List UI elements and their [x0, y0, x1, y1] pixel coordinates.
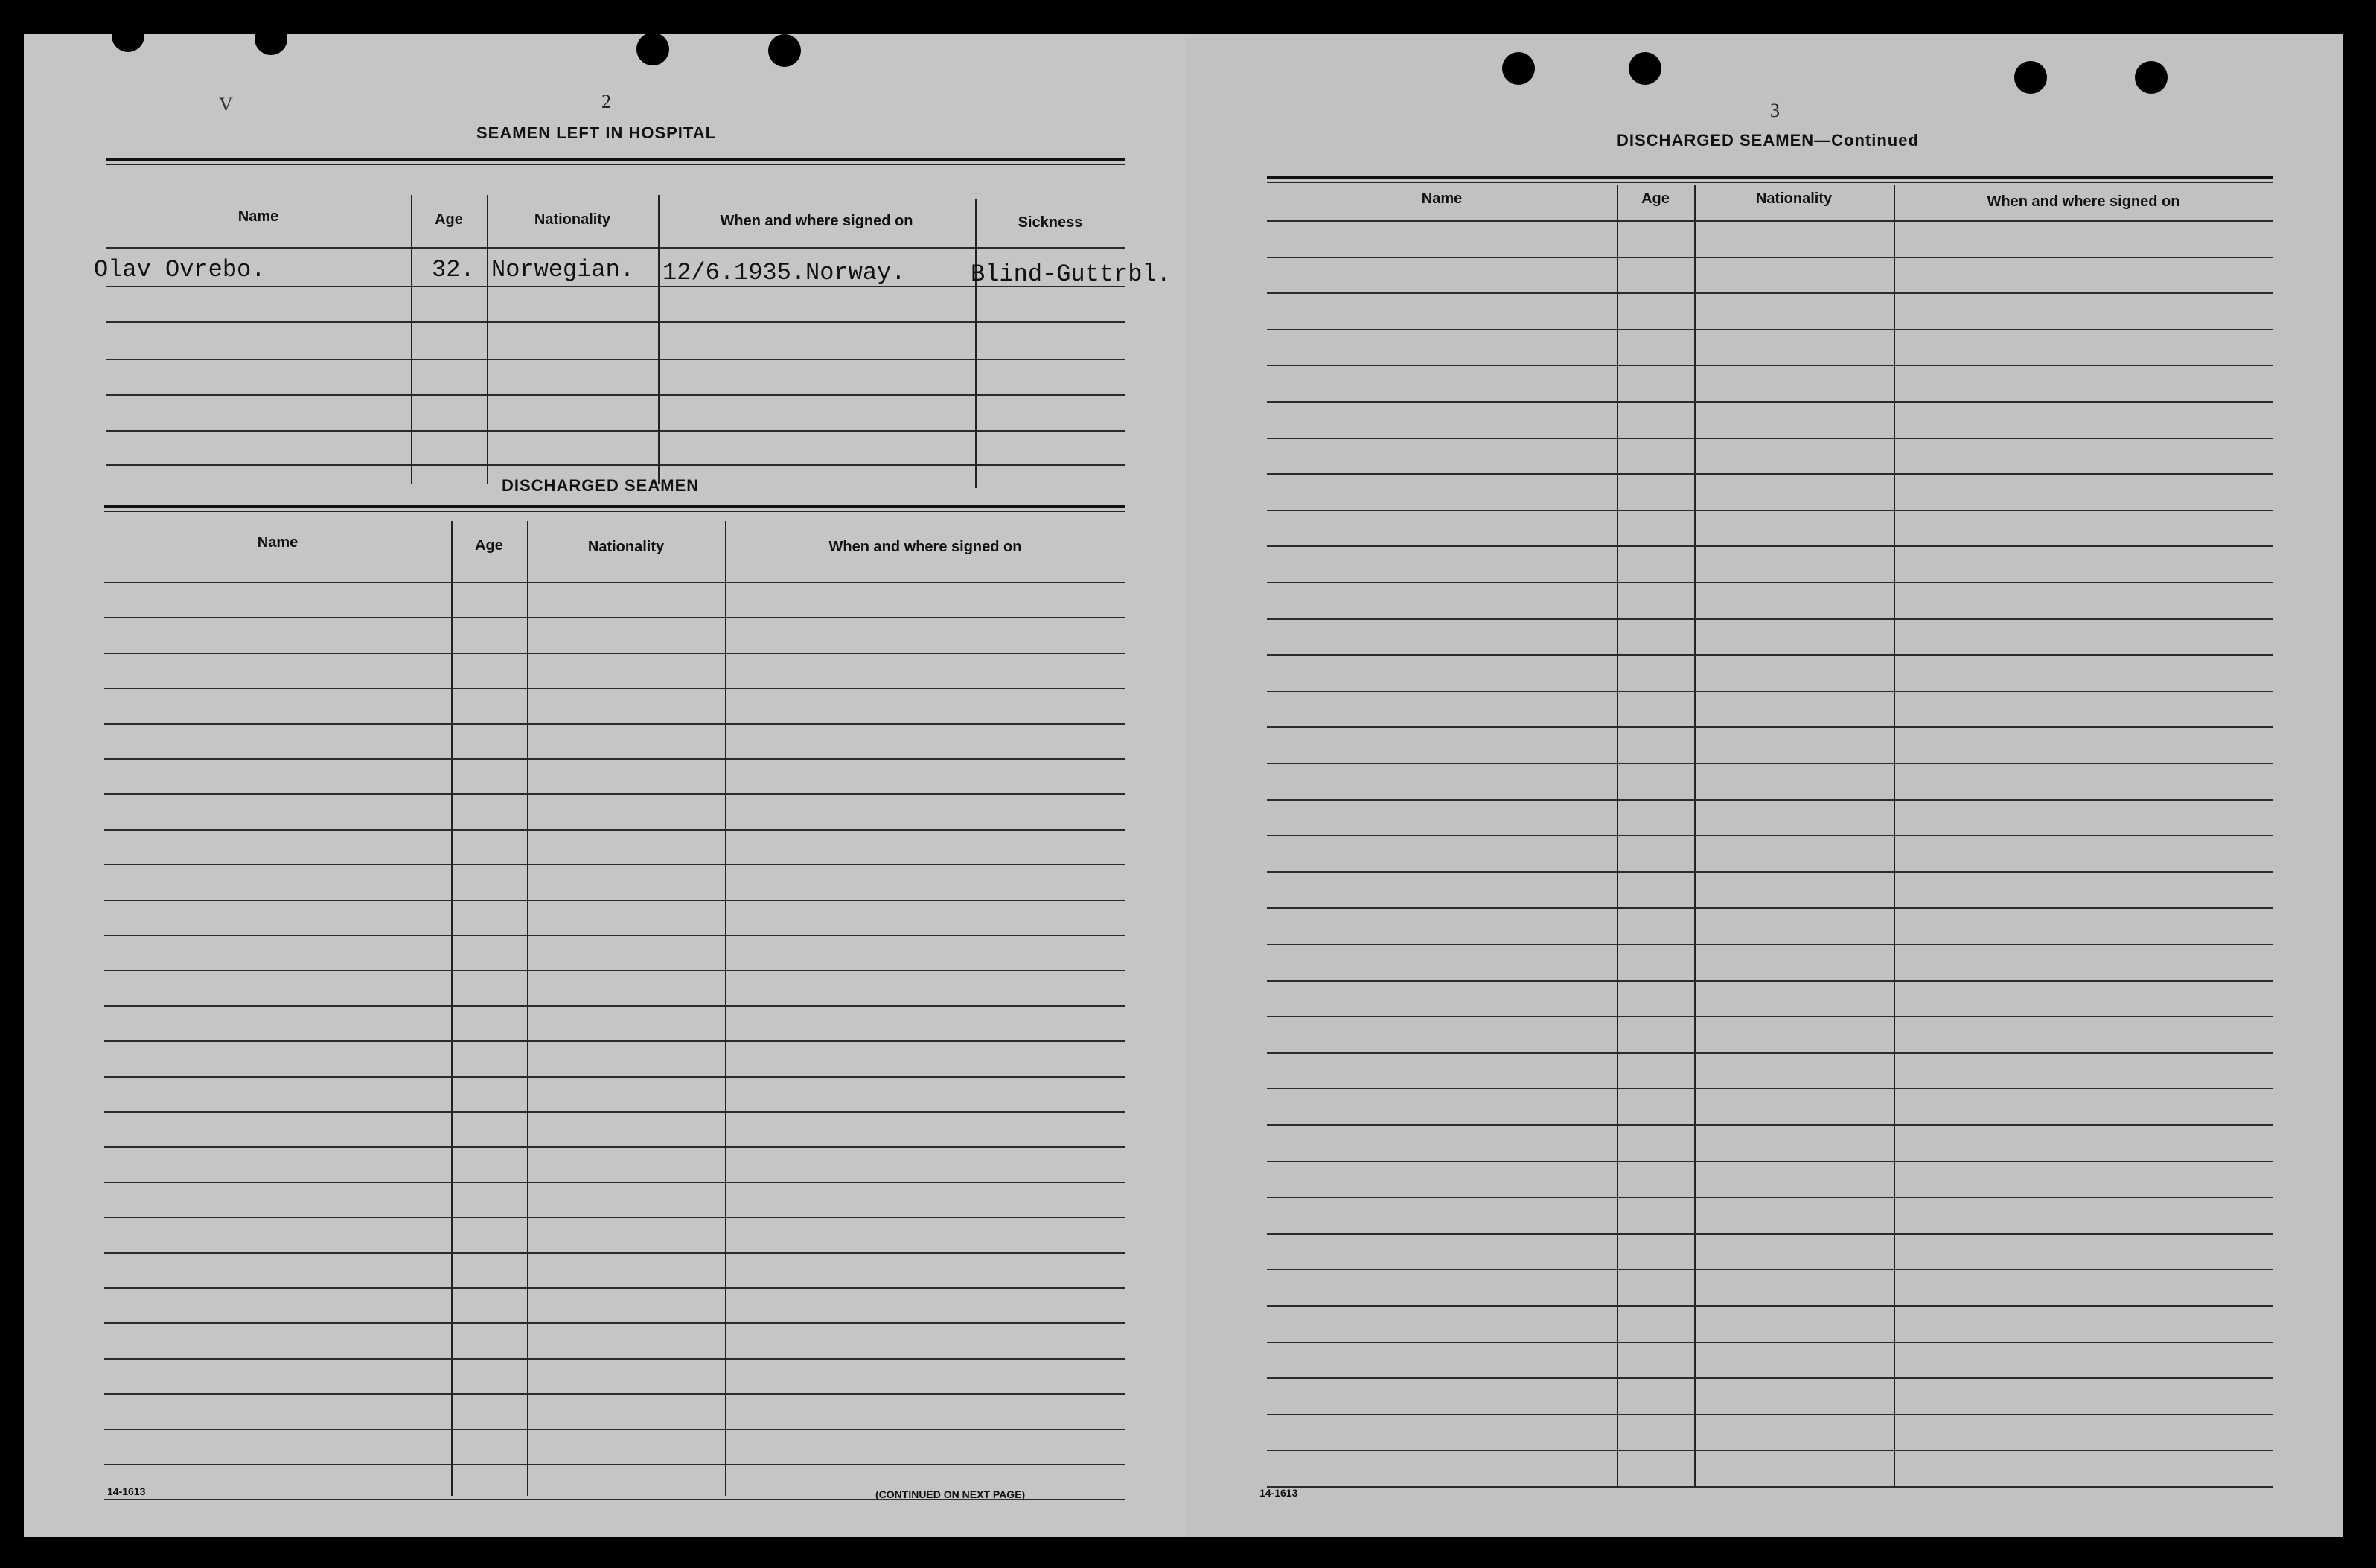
form-rule-line — [104, 1217, 1125, 1218]
form-rule-line — [1267, 365, 2273, 366]
form-rule-line — [1267, 907, 2273, 909]
form-rule-line — [1267, 1414, 2273, 1415]
form-rule-line — [1267, 510, 2273, 511]
punch-hole — [2014, 61, 2047, 94]
form-rule-line — [104, 688, 1125, 689]
form-rule-line — [104, 723, 1125, 725]
entry-signed-on: 12/6.1935.Norway. — [662, 259, 906, 287]
form-rule-line — [1267, 1269, 2273, 1270]
form-rule-line — [104, 1146, 1125, 1148]
column-header-nationality: Nationality — [1755, 191, 1833, 207]
entry-nationality: Norwegian. — [491, 256, 635, 284]
entry-sickness: Blind-Guttrbl. — [971, 260, 1171, 288]
punch-hole — [1502, 52, 1535, 85]
column-header-signed-on: When and where signed on — [720, 213, 913, 229]
punch-hole — [255, 22, 287, 55]
form-rule-line — [1267, 799, 2273, 801]
form-rule-line — [1267, 1052, 2273, 1054]
form-rule-line — [104, 653, 1125, 654]
entry-age: 32. — [432, 256, 475, 284]
form-rule-line — [104, 1005, 1125, 1007]
form-rule-line — [104, 1287, 1125, 1289]
discharged-title: DISCHARGED SEAMEN — [502, 476, 700, 495]
form-rule-line — [1267, 1088, 2273, 1089]
form-rule-line — [104, 1358, 1125, 1360]
form-rule-line — [104, 1182, 1125, 1183]
form-rule-line — [104, 1322, 1125, 1324]
margin-mark: V — [219, 94, 233, 115]
form-rule-line — [104, 582, 1125, 583]
column-header-signed-on: When and where signed on — [828, 539, 1022, 555]
form-rule-line — [104, 1252, 1125, 1254]
table-rule — [106, 359, 1125, 360]
form-rule-line — [1267, 871, 2273, 873]
form-rule-line — [104, 793, 1125, 795]
form-number: 14-1613 — [1259, 1487, 1298, 1499]
form-rule-line — [1267, 401, 2273, 403]
form-rule-line — [1267, 1486, 2273, 1488]
form-rule-line — [1267, 1305, 2273, 1307]
discharged-continued-table — [1267, 176, 2273, 1508]
form-rule-line — [104, 970, 1125, 971]
form-rule-line — [104, 1111, 1125, 1113]
column-divider — [975, 199, 977, 488]
form-rule-line — [104, 617, 1125, 618]
form-rule-line — [1267, 1124, 2273, 1126]
form-rule-line — [1267, 1342, 2273, 1343]
form-rule-line — [104, 1040, 1125, 1042]
column-header-name: Name — [257, 534, 298, 551]
left-page — [24, 34, 1185, 1537]
column-divider — [451, 521, 453, 1496]
table-rule — [106, 321, 1125, 323]
column-divider — [487, 195, 488, 484]
punch-hole — [2135, 61, 2168, 94]
form-number: 14-1613 — [107, 1485, 146, 1497]
form-rule-line — [1267, 1016, 2273, 1017]
form-rule-line — [1267, 1197, 2273, 1198]
form-rule-line — [1267, 618, 2273, 620]
form-rule-line — [104, 829, 1125, 831]
form-rule-line — [1267, 1450, 2273, 1451]
column-divider — [527, 521, 528, 1496]
punch-hole — [112, 19, 144, 52]
form-rule-line — [104, 758, 1125, 760]
form-rule-line — [104, 864, 1125, 865]
column-header-nationality: Nationality — [587, 539, 665, 555]
form-rule-line — [1267, 691, 2273, 692]
form-rule-line — [1267, 1161, 2273, 1162]
hospital-table — [94, 158, 1171, 493]
table-rule — [106, 430, 1125, 432]
form-rule-line — [1267, 329, 2273, 330]
table-rule — [106, 247, 1125, 249]
column-header-sickness: Sickness — [1018, 214, 1083, 231]
column-header-name: Name — [237, 208, 279, 225]
form-rule-line — [1267, 582, 2273, 583]
form-rule-line — [104, 1076, 1125, 1078]
form-rule-line — [1267, 835, 2273, 836]
form-rule-line — [1267, 1233, 2273, 1235]
page-number: 3 — [1770, 100, 1780, 121]
form-rule-line — [104, 935, 1125, 936]
form-rule-line — [1267, 726, 2273, 728]
form-rule-line — [1267, 292, 2273, 294]
form-rule-line — [1267, 438, 2273, 439]
form-rule-line — [1267, 944, 2273, 945]
punch-hole — [636, 33, 669, 65]
entry-name: Olav Ovrebo. — [94, 256, 266, 284]
discharged-table — [104, 505, 1125, 1509]
form-rule-line — [104, 1393, 1125, 1395]
form-rule-line — [104, 1429, 1125, 1430]
form-rule-line — [1267, 545, 2273, 547]
punch-hole — [768, 34, 801, 67]
form-rule-line — [104, 900, 1125, 901]
right-page — [1185, 34, 2343, 1537]
column-header-age: Age — [475, 537, 503, 554]
discharged-continued-title: DISCHARGED SEAMEN—Continued — [1617, 131, 1919, 150]
form-rule-line — [1267, 763, 2273, 764]
punch-hole — [1629, 52, 1661, 85]
column-header-nationality: Nationality — [534, 211, 611, 228]
hospital-title: SEAMEN LEFT IN HOSPITAL — [476, 124, 717, 142]
column-header-signed-on: When and where signed on — [1987, 193, 2180, 210]
form-rule-line — [1267, 220, 2273, 222]
page-number: 2 — [601, 91, 611, 112]
column-divider — [725, 521, 726, 1496]
form-rule-line — [1267, 654, 2273, 656]
continued-note: (CONTINUED ON NEXT PAGE) — [875, 1488, 1026, 1500]
form-rule-line — [1267, 1377, 2273, 1379]
form-rule-line — [104, 1464, 1125, 1465]
table-rule — [106, 394, 1125, 396]
form-rule-line — [1267, 980, 2273, 982]
form-rule-line — [1267, 257, 2273, 258]
column-header-name: Name — [1421, 191, 1463, 207]
column-divider — [411, 195, 412, 484]
table-rule — [106, 464, 1125, 466]
column-header-age: Age — [1641, 191, 1670, 207]
form-rule-line — [1267, 473, 2273, 475]
column-divider — [658, 195, 660, 484]
column-header-age: Age — [435, 211, 463, 228]
